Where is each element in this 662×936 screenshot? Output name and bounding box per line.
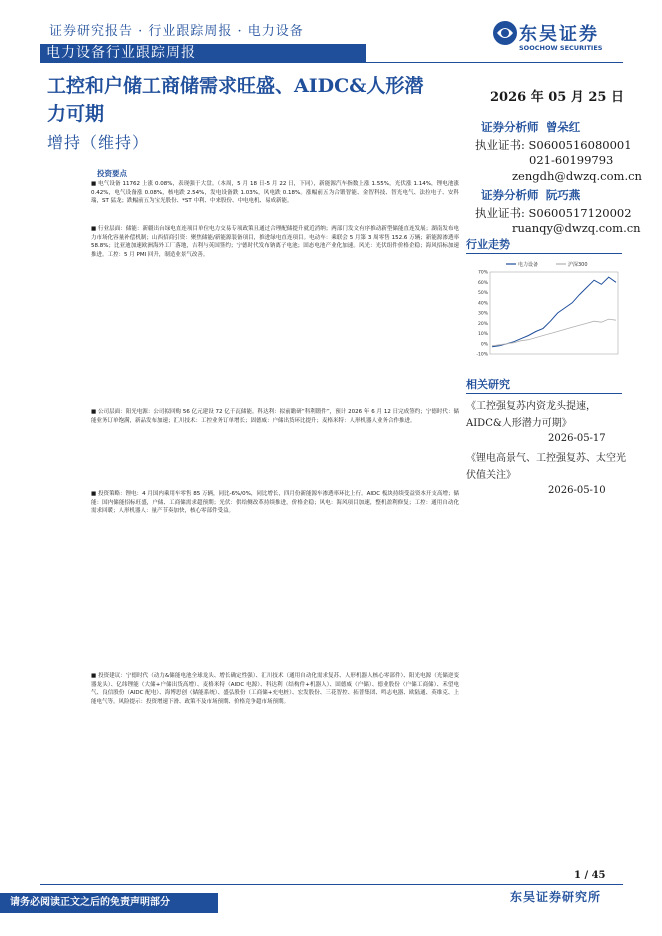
trend-title: 行业走势 <box>466 238 510 251</box>
y-tick-label: 70% <box>477 270 488 276</box>
logo-text: 东吴证券 <box>519 24 599 45</box>
investment-para-1: ■ 电气设备 11762 上涨 0.08%，表现强于大盘。（本周，5 月 18 日-5 月 22 日，下同），新能源汽车指数上涨 1.55%，光伏涨 1.14%，锂电池涨 0.42%，电气设备涨 0.08%，核电跌 2.54%，发电设备跌 1.03%，风电跌 0.18%。涨幅前五为合锻智能、金智科技、智光电气、法拉电子、安科瑞，ST 猛龙；跌幅前五为宝光股份、*ST 中利、中来股份、中电电机、易成新能。 <box>91 181 459 204</box>
report-date: 2026 年 05 月 25 日 <box>490 90 624 105</box>
related-date-2: 2026-05-10 <box>548 485 606 496</box>
footer-org: 东吴证券研究所 <box>510 890 602 904</box>
analyst-1-cert-line <box>475 137 632 153</box>
y-tick-label: 60% <box>477 280 488 286</box>
investment-title: 投资要点 <box>97 169 127 178</box>
related-divider <box>466 393 622 394</box>
analyst-1-role-line <box>481 119 580 135</box>
analyst-2-name: 阮巧燕 <box>545 188 581 202</box>
analyst-2-role-line <box>481 187 580 203</box>
related-date-1: 2026-05-17 <box>548 433 606 444</box>
analyst-1-name: 曾朵红 <box>545 120 581 134</box>
series-line-1 <box>492 277 616 347</box>
y-tick-label: 50% <box>477 291 488 296</box>
analyst-2-role: 证券分析师 <box>481 188 539 202</box>
analyst-1-email[interactable]: zengdh@dwzq.com.cn <box>512 169 642 183</box>
analyst-2-cert-line <box>475 205 632 221</box>
related-item-2[interactable]: 《锂电高景气、工控强复苏、太空光伏值关注》 <box>466 453 626 481</box>
page-number: 1 / 45 <box>574 870 606 881</box>
trend-chart <box>466 258 622 358</box>
investment-para-5: ■ 投资建议：宁德时代（动力&储能电池全球龙头、增长确定性强）、汇川技术（通用自动化需求复苏、人形机器人核心零部件）、阳光电源（光储逆变器龙头）、亿纬锂能（大储+户储出货高增）、麦格米特（AIDC 电源）、科达利（结构件+机器人）、固德威（户储）、德业股份（户储工商储）、禾望电气、良信股份（AIDC 配电）、海博思创（储能系统）、盛弘股份（工商储+充电桩）、宏发股份、三花智控、拓普集团、鸣志电器、欧陆通、英维克、上能电气等。风险提示：投资增速下滑、政策不及市场预期、价格竞争超市场预期。 <box>91 673 459 705</box>
report-category: 证券研究报告 · 行业跟踪周报 · 电力设备 <box>49 24 304 39</box>
main-title: 工控和户储工商储需求旺盛、AIDC&人形潜力可期 <box>47 75 424 125</box>
analyst-2-email[interactable]: ruanqy@dwzq.com.cn <box>512 221 641 235</box>
y-tick-label: 30% <box>477 311 488 317</box>
related-item-1[interactable]: 《工控强复苏内资龙头提速，AIDC&人形潜力可期》 <box>466 401 596 429</box>
legend-label: 沪深300 <box>568 262 588 268</box>
logo-en-text: SOOCHOW SECURITIES <box>519 44 603 52</box>
analyst-2-cert-label: 执业证书: <box>475 206 525 220</box>
analyst-1-role: 证券分析师 <box>481 120 539 134</box>
y-tick-label: 40% <box>477 301 488 307</box>
series-line-2 <box>492 319 616 346</box>
trend-divider <box>466 253 622 254</box>
y-tick-label: 0% <box>480 342 488 348</box>
analyst-1-phone: 021-60199793 <box>529 153 614 167</box>
analyst-2-cert: S0600517120002 <box>528 206 632 220</box>
series-title: 电力设备行业跟踪周报 <box>40 44 366 63</box>
y-tick-label: 20% <box>477 321 488 327</box>
analyst-1-cert: S0600516080001 <box>528 138 632 152</box>
disclaimer: 请务必阅读正文之后的免责声明部分 <box>0 893 218 913</box>
y-tick-label: 10% <box>477 332 488 337</box>
header-divider <box>40 62 623 63</box>
footer-divider <box>40 884 623 885</box>
rating: 增持（维持） <box>47 133 150 152</box>
y-tick-label: -10% <box>476 352 488 358</box>
investment-para-2: ■ 行业层面：储能：新疆出台绿电直连项目单位电力交易专项政策且通过合理配储提升就近消纳；两部门发文有序推动新型储能直连发展；湖南发布电力市场化容量补偿机制；山西招商引资：聚焦储能/新能源装备项目，推进绿电直连项目。电动车：乘联会 5 月第 3 周零售 152.6 万辆；新能源渗透率 58.8%；比亚迪加速欧洲海外工厂落地，吉利与英国签约；宁德时代发布钠离子电池；固态电池产业化加速。风光：光伏组件价格企稳；海风招标加速推进。工控：5 月 PMI 回升，制造业景气改善。 <box>91 226 459 258</box>
analyst-1-cert-label: 执业证书: <box>475 138 525 152</box>
related-title: 相关研究 <box>466 378 510 391</box>
legend-label: 电力设备 <box>518 262 539 268</box>
investment-para-3: ■ 公司层面：阳光电源：公司拟回购 56 亿元建设 72 亿千瓦储能。科达利：拟前瞻研“科利锻件”，预计 2026 年 6 月 12 日完成签约；宁德时代：储能业务订单饱满，新品发布加速；汇川技术：工控业务订单增长；固德威：户储出货环比提升；麦格米特：人形机器人业务合作推进。 <box>91 409 459 424</box>
chart-frame <box>490 272 618 354</box>
investment-para-4: ■ 投资策略：锂电：4 月国内乘用车零售 85 万辆，同比-6%/0%，同比增长，四月份新能源车渗透率环比上行。AIDC 板块持续受益资本开支高增；储能：国内储能招标旺盛，户储、工商储需求超预期；光伏：供给侧改革持续推进，价格企稳；风电：海风项目加速，整机盈利修复；工控：通用自动化需求回暖；人形机器人：量产节奏加快，核心零部件受益。 <box>91 491 459 514</box>
